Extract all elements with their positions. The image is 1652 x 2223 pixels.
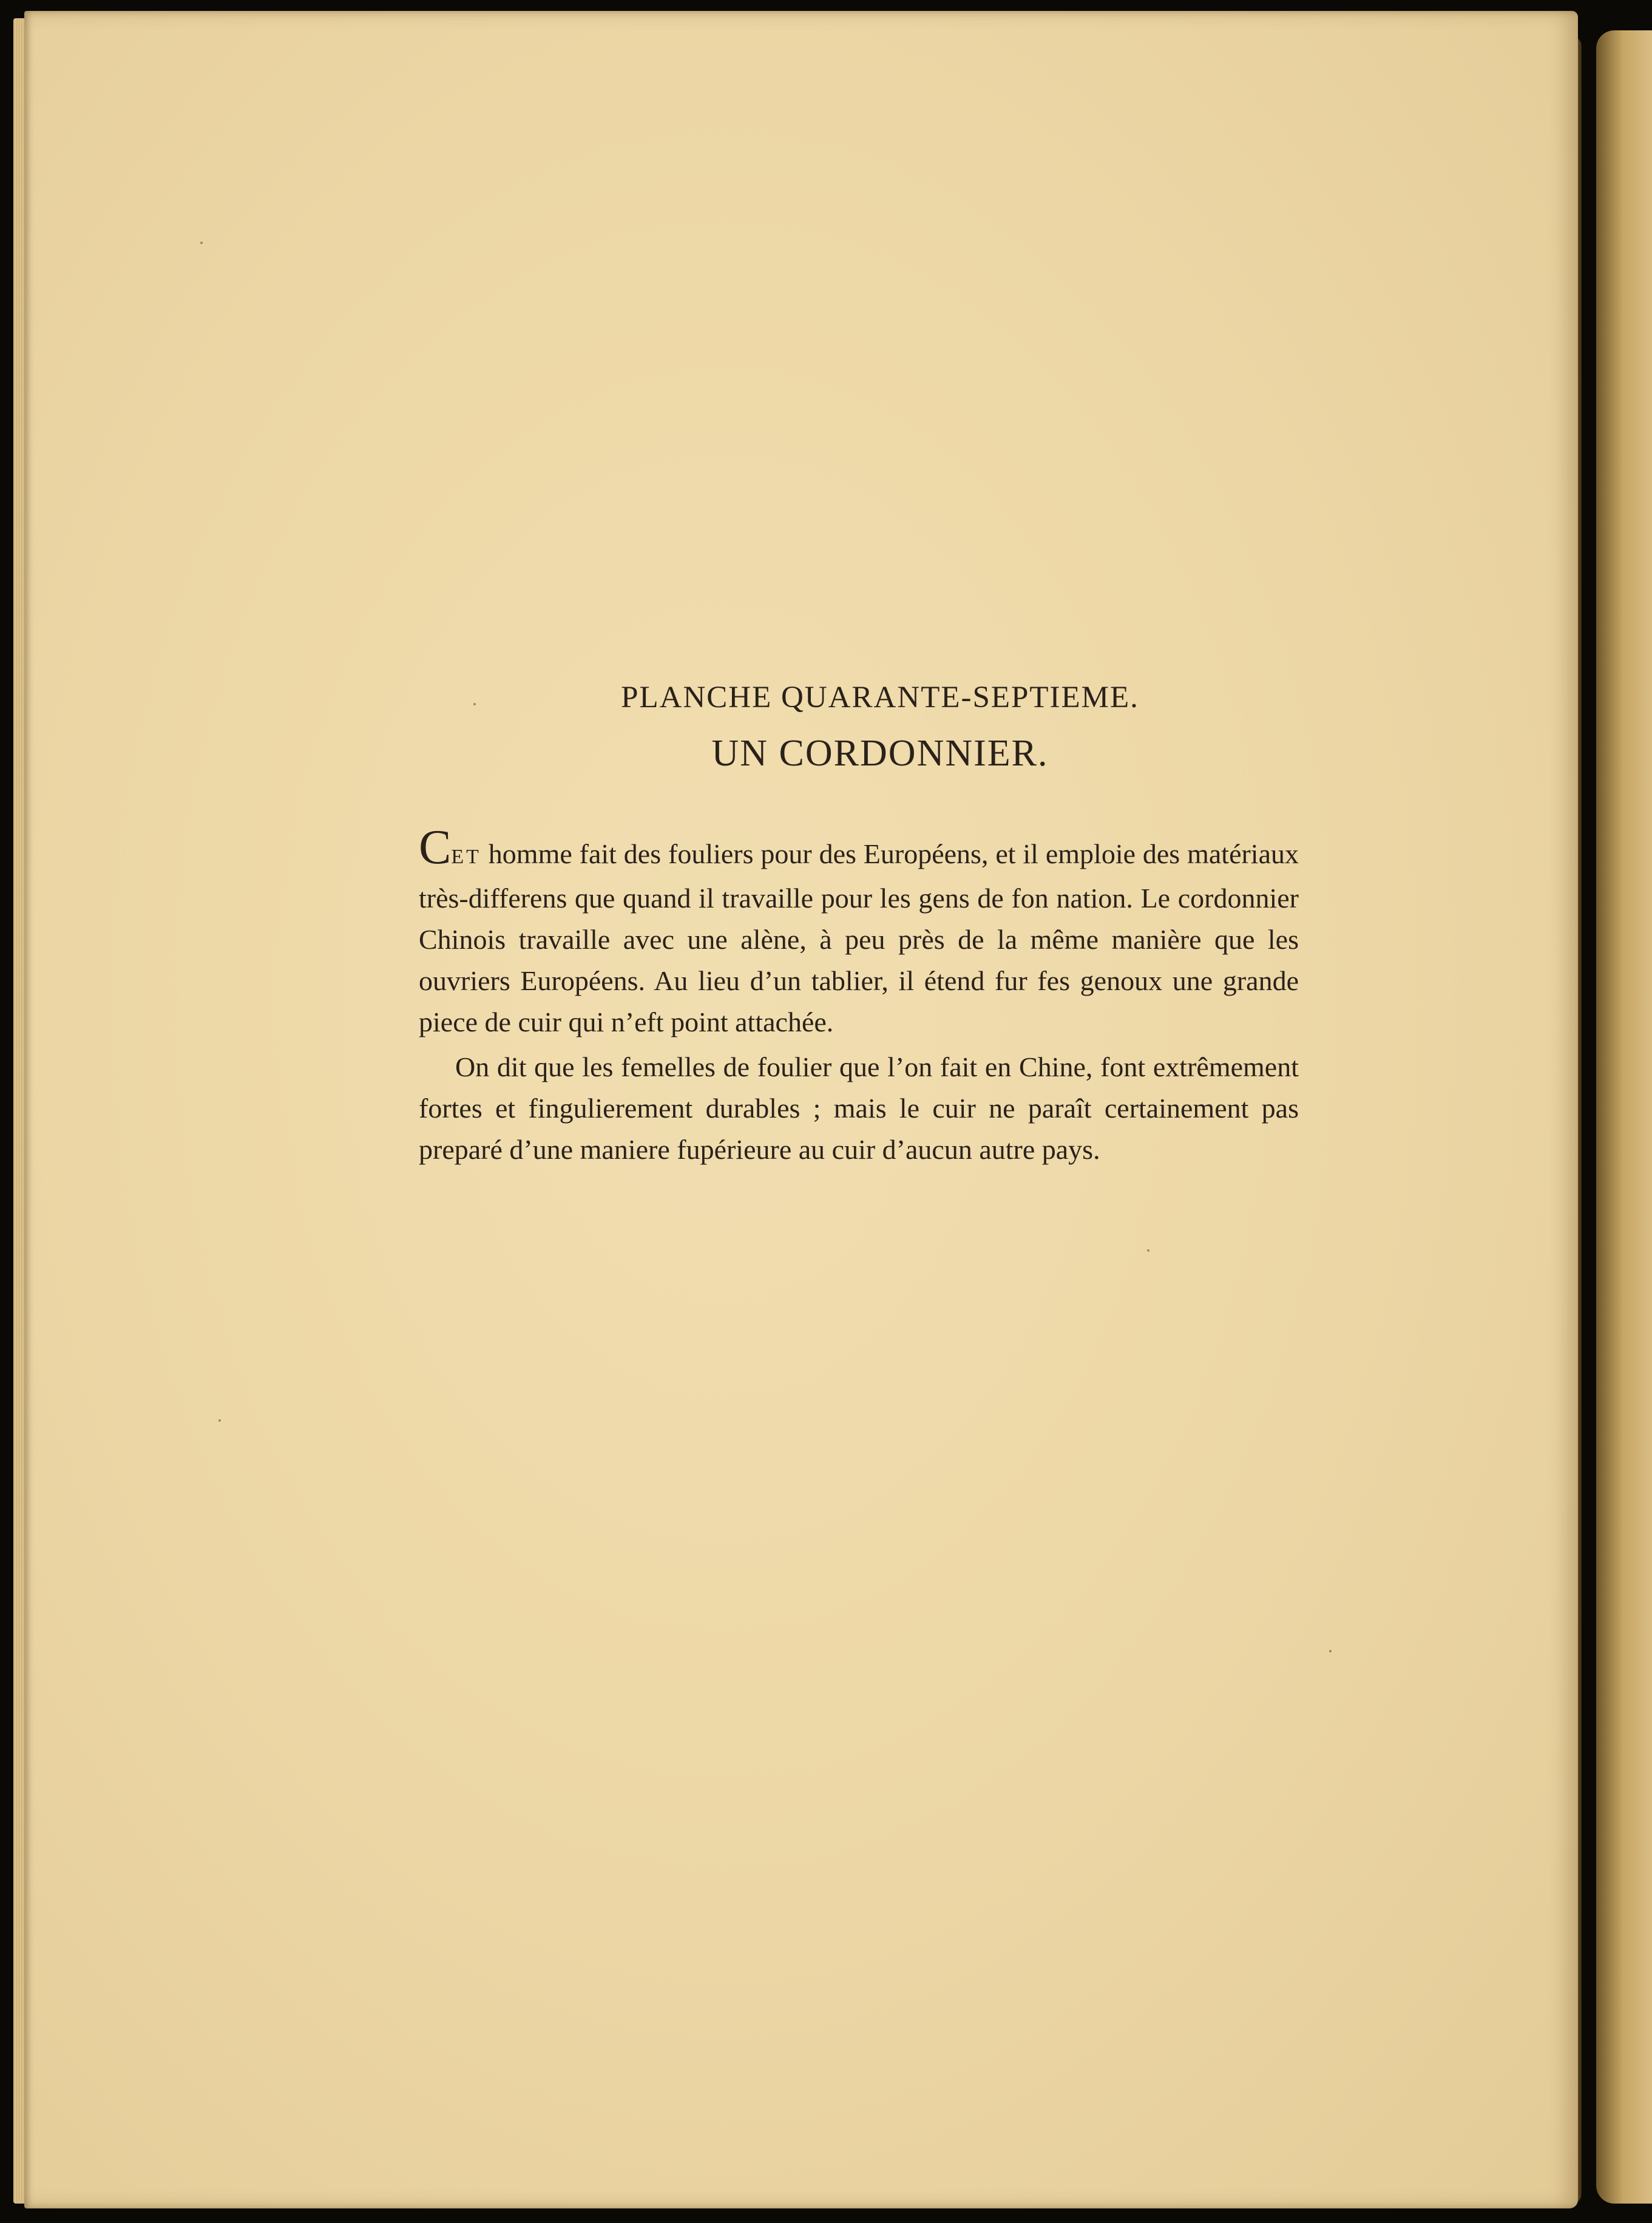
paragraph-1	[419, 821, 1299, 1043]
paper-speck	[1147, 1249, 1149, 1252]
paragraph-2-text: On dit que les femelles de foulier que l’on fait en Chine, font extrêmement fortes et fingulierement durables ; mais le cuir ne paraît certainement pas preparé d’une maniere fupérieure au cuir d’aucun autre pays.	[419, 1051, 1299, 1165]
paper-speck	[200, 242, 203, 244]
paper-speck	[1329, 1650, 1332, 1652]
small-caps-lead: ET	[451, 846, 481, 868]
plate-title: PLANCHE QUARANTE-SEPTIEME.	[621, 680, 1139, 714]
paper-speck	[218, 1419, 221, 1422]
adjacent-page-edge	[1596, 30, 1652, 2204]
subject-title: UN CORDONNIER.	[711, 733, 1049, 774]
paragraph-2	[419, 1047, 1299, 1170]
paragraph-1-text: homme fait des fouliers pour des Européens, et il emploie des matériaux très-differens que quand il travaille pour les gens de fon nation. Le cordonnier Chinois travaille avec une alène, à peu près de la même manière que les ouvriers Européens. Au lieu d’un tablier, il étend fur fes genoux une grande piece de cuir qui n’eft point attachée.	[419, 838, 1299, 1037]
drop-cap: C	[419, 821, 452, 874]
text-block	[419, 680, 1299, 1170]
